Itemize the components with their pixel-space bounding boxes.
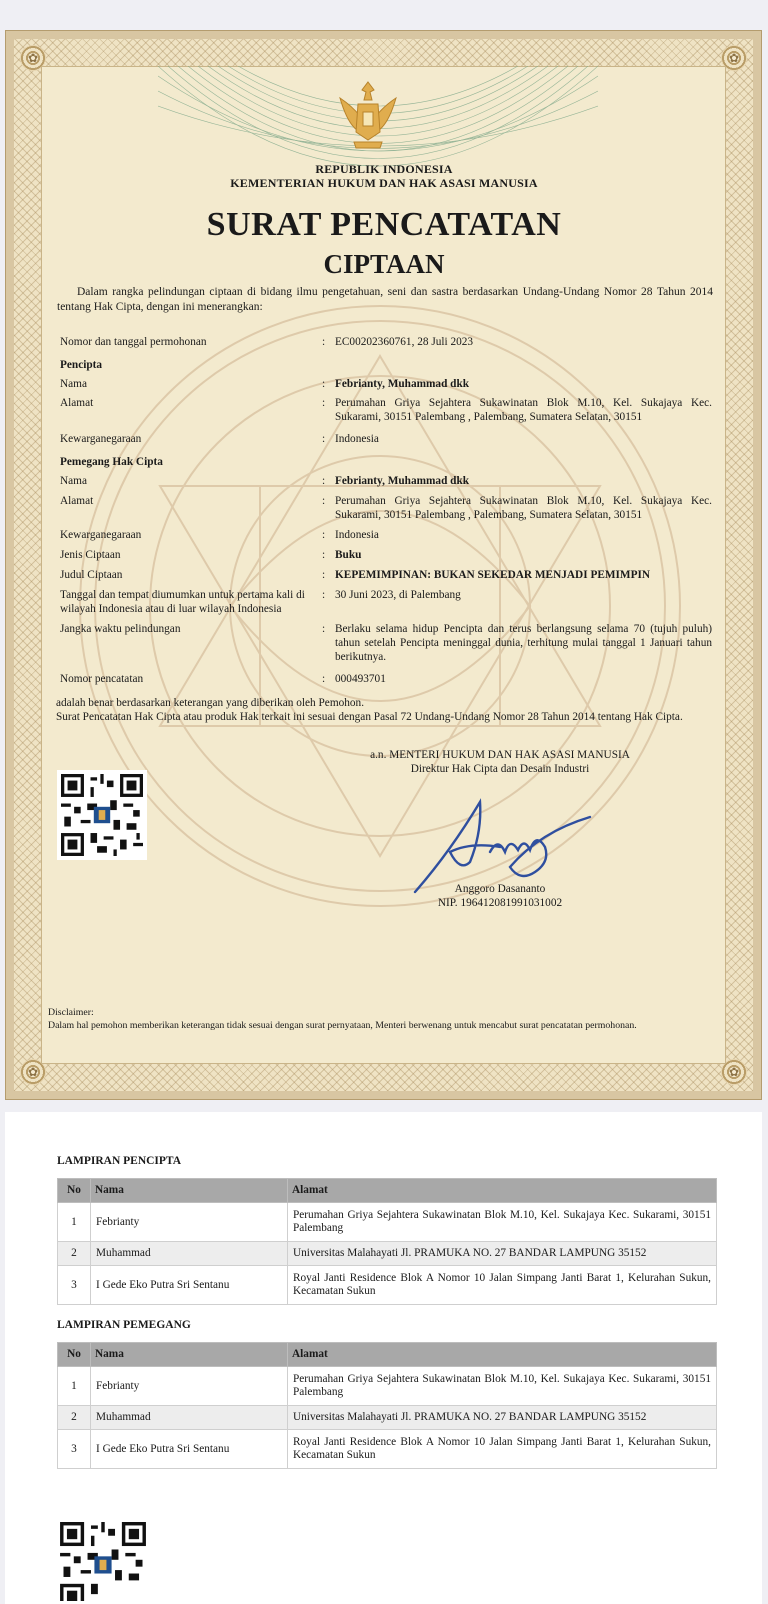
closing-line-1: adalah benar berdasarkan keterangan yang diberikan oleh Pemohon. (56, 697, 365, 709)
field-label: Judul Ciptaan (60, 569, 123, 581)
header-ministry: KEMENTERIAN HUKUM DAN HAK ASASI MANUSIA (230, 176, 538, 190)
column-header-nama: Nama (91, 1179, 288, 1203)
table-header-row (58, 1179, 717, 1203)
qr-code-icon (57, 1519, 149, 1604)
field-label: Kewarganegaraan (60, 433, 142, 445)
column-header-no: No (58, 1343, 91, 1367)
document-subtitle: CIPTAAN (323, 249, 445, 279)
corner-medallion-icon: ✿ (721, 45, 747, 71)
signer-nip: NIP. 196412081991031002 (437, 897, 563, 909)
field-value: Indonesia (335, 529, 379, 541)
cell-alamat: Royal Janti Residence Blok A Nomor 10 Jalan Simpang Janti Barat 1, Kelurahan Sukun, Kecamatan Sukun (288, 1430, 717, 1469)
field-label: Tanggal dan tempat diumumkan untuk pertama kali di wilayah Indonesia atau di luar wilayah Indonesia (60, 589, 305, 615)
field-value: Indonesia (335, 433, 379, 445)
section-pencipta: Pencipta (60, 359, 103, 371)
intro-paragraph: Dalam rangka pelindungan ciptaan di bidang ilmu pengetahuan, seni dan sastra berdasarkan Undang-Undang Nomor 28 Tahun 2014 tentang Hak Cipta, dengan ini menerangkan: (57, 286, 713, 313)
field-colon: : (322, 475, 326, 487)
closing-statement (56, 696, 716, 724)
field-colon: : (322, 673, 326, 685)
field-colon: : (322, 378, 326, 390)
attachment-page (5, 1112, 762, 1604)
field-label: Nama (60, 378, 87, 390)
signer-name: Anggoro Dasananto (454, 883, 546, 895)
field-value: Perumahan Griya Sejahtera Sukawinatan Blok M.10, Kel. Sukajaya Kec. Sukarami, 30151 Palembang , Palembang, Sumatera Selatan, 30151 (335, 495, 712, 521)
cell-alamat: Perumahan Griya Sejahtera Sukawinatan Blok M.10, Kel. Sukajaya Kec. Sukarami, 30151 Palembang (288, 1367, 717, 1406)
lampiran-pencipta-table (57, 1178, 717, 1305)
closing-line-2: Surat Pencatatan Hak Cipta atau produk Hak terkait ini sesuai dengan Pasal 72 Undang-Undang Nomor 28 Tahun 2014 tentang Hak Cipta. (56, 711, 683, 723)
cell-nama: I Gede Eko Putra Sri Sentanu (91, 1266, 288, 1305)
column-header-no: No (58, 1179, 91, 1203)
cell-nama: I Gede Eko Putra Sri Sentanu (91, 1430, 288, 1469)
field-label: Nomor pencatatan (60, 673, 144, 685)
cell-no: 2 (58, 1406, 91, 1430)
field-label: Jangka waktu pelindungan (60, 623, 181, 635)
cell-nama: Muhammad (91, 1406, 288, 1430)
field-value: Febrianty, Muhammad dkk (335, 378, 470, 390)
cell-nama: Muhammad (91, 1242, 288, 1266)
field-colon: : (322, 495, 326, 507)
garuda-emblem-icon (336, 76, 400, 156)
cell-nama: Febrianty (91, 1367, 288, 1406)
signature-block (350, 748, 650, 776)
table-row (58, 1266, 717, 1305)
corner-medallion-icon: ✿ (20, 1059, 46, 1085)
cell-no: 3 (58, 1430, 91, 1469)
field-colon: : (322, 623, 326, 635)
table-header-row (58, 1343, 717, 1367)
cell-alamat: Universitas Malahayati Jl. PRAMUKA NO. 27 BANDAR LAMPUNG 35152 (288, 1406, 717, 1430)
field-colon: : (322, 529, 326, 541)
disclaimer-text: Dalam hal pemohon memberikan keterangan tidak sesuai dengan surat pernyataan, Menteri berwenang untuk mencabut surat pencatatan permohonan. (48, 1020, 637, 1031)
field-colon: : (322, 549, 326, 561)
field-label: Nomor dan tanggal permohonan (60, 336, 207, 348)
field-label: Alamat (60, 495, 94, 507)
cell-nama: Febrianty (91, 1203, 288, 1242)
signature-position: Direktur Hak Cipta dan Desain Industri (410, 763, 590, 775)
field-value: Febrianty, Muhammad dkk (335, 475, 470, 487)
field-value: 30 Juni 2023, di Palembang (335, 589, 461, 601)
disclaimer (48, 1006, 728, 1032)
signer-block (350, 882, 650, 910)
corner-medallion-icon: ✿ (20, 45, 46, 71)
field-colon: : (322, 397, 326, 409)
field-value: Buku (335, 549, 362, 561)
field-value: Berlaku selama hidup Pencipta dan terus berlangsung selama 70 (tujuh puluh) tahun setelah Pencipta meninggal dunia, terhitung mulai tanggal 1 Januari tahun berikutnya. (335, 623, 712, 663)
field-value: 000493701 (335, 673, 386, 685)
lampiran-pencipta-title: LAMPIRAN PENCIPTA (57, 1155, 182, 1167)
cell-no: 1 (58, 1203, 91, 1242)
cell-no: 1 (58, 1367, 91, 1406)
field-value: KEPEMIMPINAN: BUKAN SEKEDAR MENJADI PEMIMPIN (335, 569, 651, 581)
cell-alamat: Royal Janti Residence Blok A Nomor 10 Jalan Simpang Janti Barat 1, Kelurahan Sukun, Kecamatan Sukun (288, 1266, 717, 1305)
field-label: Jenis Ciptaan (60, 549, 121, 561)
column-header-nama: Nama (91, 1343, 288, 1367)
field-value: Perumahan Griya Sejahtera Sukawinatan Blok M.10, Kel. Sukajaya Kec. Sukarami, 30151 Palembang , Palembang, Sumatera Selatan, 30151 (335, 397, 712, 423)
qr-code-icon (57, 770, 147, 860)
field-label: Kewarganegaraan (60, 529, 142, 541)
table-row (58, 1406, 717, 1430)
field-label: Alamat (60, 397, 94, 409)
corner-medallion-icon: ✿ (721, 1059, 747, 1085)
document-title: SURAT PENCATATAN (206, 206, 562, 243)
table-row (58, 1430, 717, 1469)
cell-no: 2 (58, 1242, 91, 1266)
section-pemegang: Pemegang Hak Cipta (60, 456, 163, 468)
cell-alamat: Universitas Malahayati Jl. PRAMUKA NO. 27 BANDAR LAMPUNG 35152 (288, 1242, 717, 1266)
field-colon: : (322, 569, 326, 581)
header-country: REPUBLIK INDONESIA (315, 162, 453, 176)
disclaimer-label: Disclaimer: (48, 1007, 94, 1018)
column-header-alamat: Alamat (288, 1343, 717, 1367)
field-label: Nama (60, 475, 87, 487)
table-row (58, 1242, 717, 1266)
cell-alamat: Perumahan Griya Sejahtera Sukawinatan Blok M.10, Kel. Sukajaya Kec. Sukarami, 30151 Palembang (288, 1203, 717, 1242)
lampiran-pemegang-table (57, 1342, 717, 1469)
table-row (58, 1203, 717, 1242)
column-header-alamat: Alamat (288, 1179, 717, 1203)
field-value: EC00202360761, 28 Juli 2023 (335, 336, 474, 348)
field-colon: : (322, 336, 326, 348)
cell-no: 3 (58, 1266, 91, 1305)
field-colon: : (322, 433, 326, 445)
lampiran-pemegang-title: LAMPIRAN PEMEGANG (57, 1319, 191, 1331)
table-row (58, 1367, 717, 1406)
signature-on-behalf: a.n. MENTERI HUKUM DAN HAK ASASI MANUSIA (370, 749, 630, 761)
field-colon: : (322, 589, 326, 601)
